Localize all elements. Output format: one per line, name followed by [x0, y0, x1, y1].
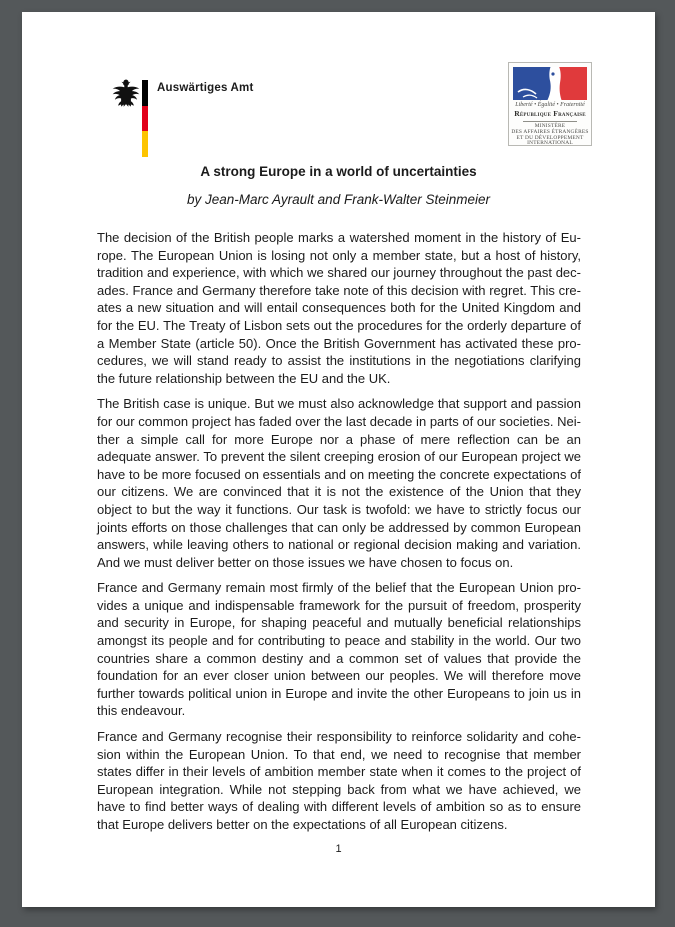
- german-federal-foreign-office-logo: [110, 76, 300, 158]
- document-page: [22, 12, 655, 907]
- french-logo-motto: Liberté • Égalité • Fraternité: [515, 102, 585, 108]
- document-title: A strong Europe in a world of uncertainties: [200, 164, 477, 179]
- french-marianne-flag-icon: [513, 67, 587, 100]
- german-flag-stripe-icon: [142, 80, 148, 157]
- german-eagle-icon: [110, 78, 142, 108]
- document-body: [97, 229, 581, 842]
- paragraph: The decision of the British people marks a watershed moment in the history of Europe. The European Union is losing not only a member state, but a host of history, tradition and experience, with which we shared our journey throughout the past decades. France and Germany therefore take note of this decision with regret. This creates a new situation and will entail consequences both for the United Kingdom and for the EU. The Treaty of Lisbon sets out the procedures for the orderly departure of a Member State (article 50). Once the British Government has activated these procedures, we will stand ready to assist the institutions in the negotiations clarifying the future relationship between the EU and the UK.: [97, 230, 581, 386]
- french-logo-ministry: [509, 124, 591, 147]
- french-ministry-line: MINISTÈRE: [534, 123, 566, 129]
- page-number: 1: [335, 843, 342, 855]
- french-ministry-logo: [508, 62, 592, 146]
- french-logo-divider: [523, 121, 577, 122]
- paragraph: The British case is unique. But we must also acknowledge that support and passion for our common project has faded over the last decade in parts of our societies. Neither a simple call for more Europe nor a phase of mere reflection can be an adequate answer. To prevent the silent creeping erosion of our European project we have to be more focused on essentials and on meeting the concrete expectations of our citizens. We are convinced that it is not the existence of the Union that they object to but the way it functions. Our task is twofold: we have to strictly focus our joints efforts on those challenges that can only be addressed by common European answers, while leaving others to national or regional decision making and variation. And we must deliver better on those issues we have chosen to focus on.: [97, 396, 581, 570]
- french-ministry-line: ET DU DÉVELOPPEMENT: [516, 134, 584, 141]
- french-ministry-line: INTERNATIONAL: [527, 140, 573, 147]
- paragraph: France and Germany remain most firmly of the belief that the European Union provides a unique and indispensable framework for the pursuit of freedom, prosperity and security in Europe, for shaping peaceful and mutually beneficial relationships amongst its people and for contributing to peace and stability in the world. Our two countries share a common destiny and a common set of values that provide the foundation for an ever closer union between our peoples. We will therefore move further towards political union in Europe and invite the other Europeans to join us in this endeavour.: [97, 580, 581, 719]
- french-ministry-line: DES AFFAIRES ÉTRANGÈRES: [511, 128, 589, 135]
- document-byline: by Jean-Marc Ayrault and Frank-Walter Steinmeier: [187, 192, 490, 207]
- paragraph: France and Germany recognise their responsibility to reinforce solidarity and cohesion within the European Union. To that end, we need to recognise that member states differ in their levels of ambition member state when it comes to the project of European integration. While not stepping back from what we have achieved, we have to find better ways of dealing with different levels of ambition so as to ensure that Europe delivers better on the expectations of all European citizens.: [97, 729, 581, 832]
- french-logo-republic: République Française: [514, 109, 586, 118]
- german-logo-label: Auswärtiges Amt: [157, 82, 254, 94]
